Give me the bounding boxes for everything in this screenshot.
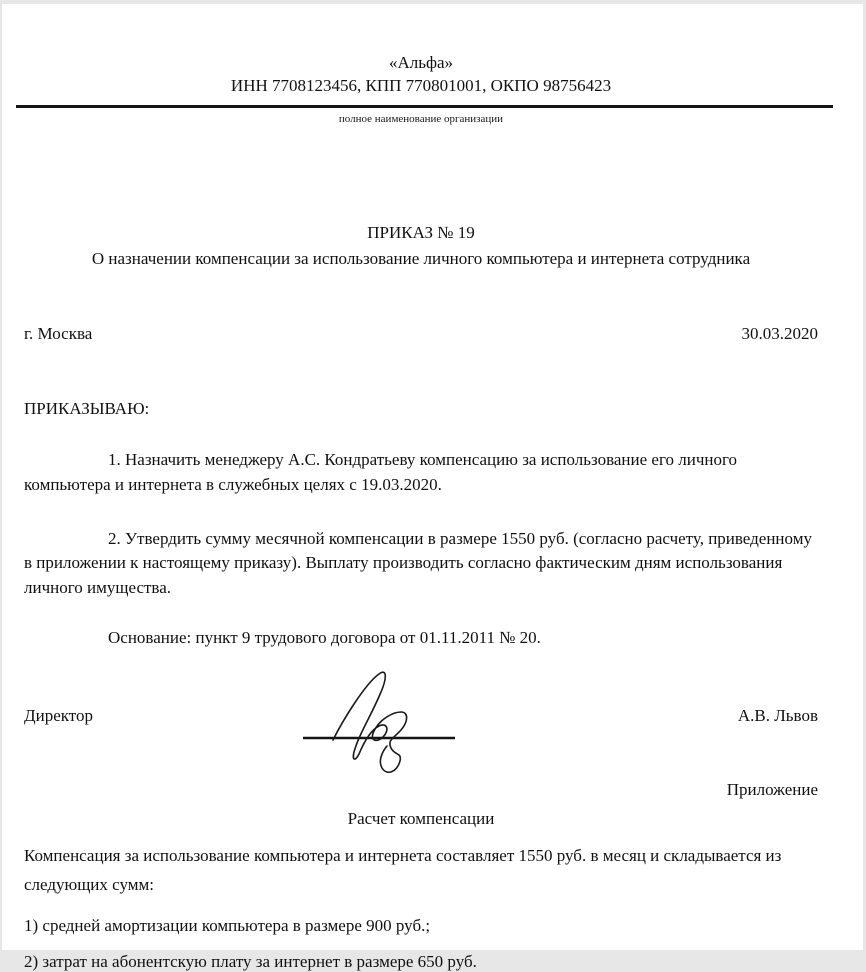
signer-name: А.В. Львов	[737, 705, 818, 725]
appendix-title: Расчет компенсации	[347, 808, 495, 828]
organization-name: «Альфа»	[388, 53, 454, 72]
header-divider	[16, 105, 833, 108]
document-body	[2, 113, 863, 972]
appendix-item-2: 2) затрат на абонентскую плату за интернет в размере 650 руб.	[24, 952, 477, 972]
signature-block	[295, 668, 465, 780]
document-page	[2, 4, 863, 972]
appendix-label: Приложение	[726, 779, 818, 799]
organization-caption: полное наименование организации	[338, 112, 504, 125]
order-basis: Основание: пункт 9 трудового договора от 01.11.2011 № 20.	[108, 627, 541, 647]
organization-header	[24, 4, 818, 98]
document-content	[2, 4, 863, 98]
order-paragraph-1: 1. Назначить менеджеру А.С. Кондратьеву компенсацию за использование его личного компьютера и интернета в служебных целях с 19.03.2020.	[24, 450, 738, 495]
appendix-intro: Компенсация за использование компьютера и интернета составляет 1550 руб. в месяц и складывается из следующих сумм:	[24, 845, 782, 894]
signer-position: Директор	[24, 705, 93, 725]
organization-codes: ИНН 7708123456, КПП 770801001, ОКПО 98756423	[230, 75, 612, 95]
order-paragraph-2: 2. Утвердить сумму месячной компенсации в размере 1550 руб. (согласно расчету, приведенному в приложении к настоящему приказу). Выплату производить согласно фактическим дням использования личного имущества.	[24, 528, 812, 598]
order-city: г. Москва	[24, 324, 93, 344]
signature-row	[24, 668, 818, 780]
order-directive: ПРИКАЗЫВАЮ:	[24, 399, 150, 419]
appendix-item-1: 1) средней амортизации компьютера в размере 900 руб.;	[24, 916, 431, 936]
order-subject: О назначении компенсации за использование личного компьютера и интернета сотрудника	[91, 248, 751, 268]
city-date-row	[24, 324, 818, 344]
order-title: ПРИКАЗ № 19	[367, 222, 475, 242]
signature-scribble	[295, 668, 465, 780]
order-date: 30.03.2020	[741, 324, 818, 344]
